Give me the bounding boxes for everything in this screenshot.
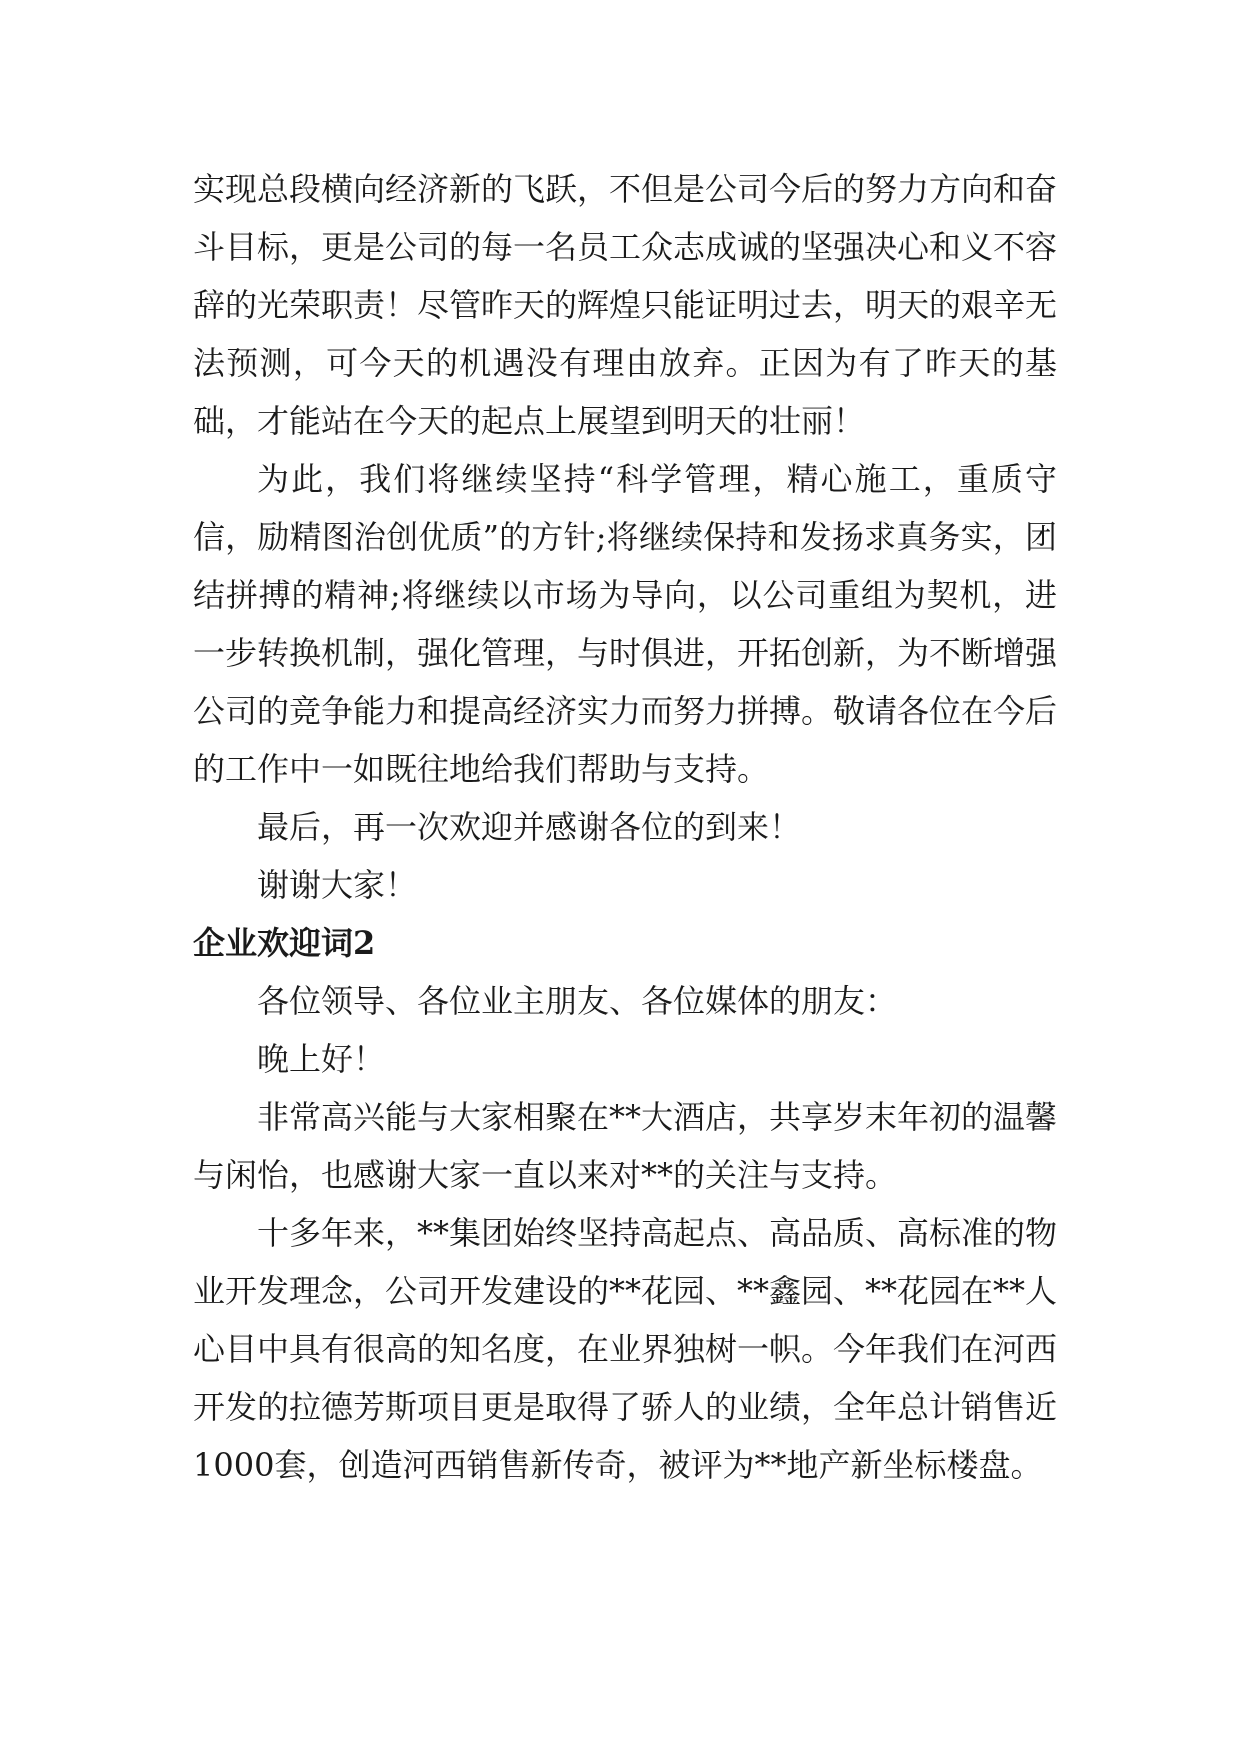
paragraph-3: 最后，再一次欢迎并感谢各位的到来！: [257, 808, 802, 846]
document-body: [193, 160, 1057, 1494]
paragraph-4: 谢谢大家！: [257, 866, 418, 904]
paragraph-6: 晚上好！: [257, 1040, 386, 1078]
section-heading: 企业欢迎词2: [193, 924, 376, 962]
paragraph-8: 十多年来，**集团始终坚持高起点、高品质、高标准的物业开发理念，公司开发建设的**花园、**鑫园、**花园在**人心目中具有很高的知名度，在业界独树一帜。今年我们在河西开发的拉德芳斯项目更是取得了骄人的业绩，全年总计销售近1000套，创造河西销售新传奇，被评为**地产新坐标楼盘。: [193, 1214, 1058, 1484]
paragraph-7: 非常高兴能与大家相聚在**大酒店，共享岁末年初的温馨与闲怡，也感谢大家一直以来对**的关注与支持。: [193, 1098, 1058, 1194]
paragraph-5: 各位领导、各位业主朋友、各位媒体的朋友：: [257, 982, 898, 1020]
paragraph-2: 为此，我们将继续坚持“科学管理，精心施工，重质守信，励精图治创优质”的方针;将继续保持和发扬求真务实，团结拼搏的精神;将继续以市场为导向，以公司重组为契机，进一步转换机制，强化管理，与时俱进，开拓创新，为不断增强公司的竞争能力和提高经济实力而努力拼搏。敬请各位在今后的工作中一如既往地给我们帮助与支持。: [193, 460, 1058, 788]
paragraph-1: 实现总段横向经济新的飞跃，不但是公司今后的努力方向和奋斗目标，更是公司的每一名员工众志成诚的坚强决心和义不容辞的光荣职责！尽管昨天的辉煌只能证明过去，明天的艰辛无法预测，可今天的机遇没有理由放弃。正因为有了昨天的基础，才能站在今天的起点上展望到明天的壮丽！: [193, 170, 1058, 440]
